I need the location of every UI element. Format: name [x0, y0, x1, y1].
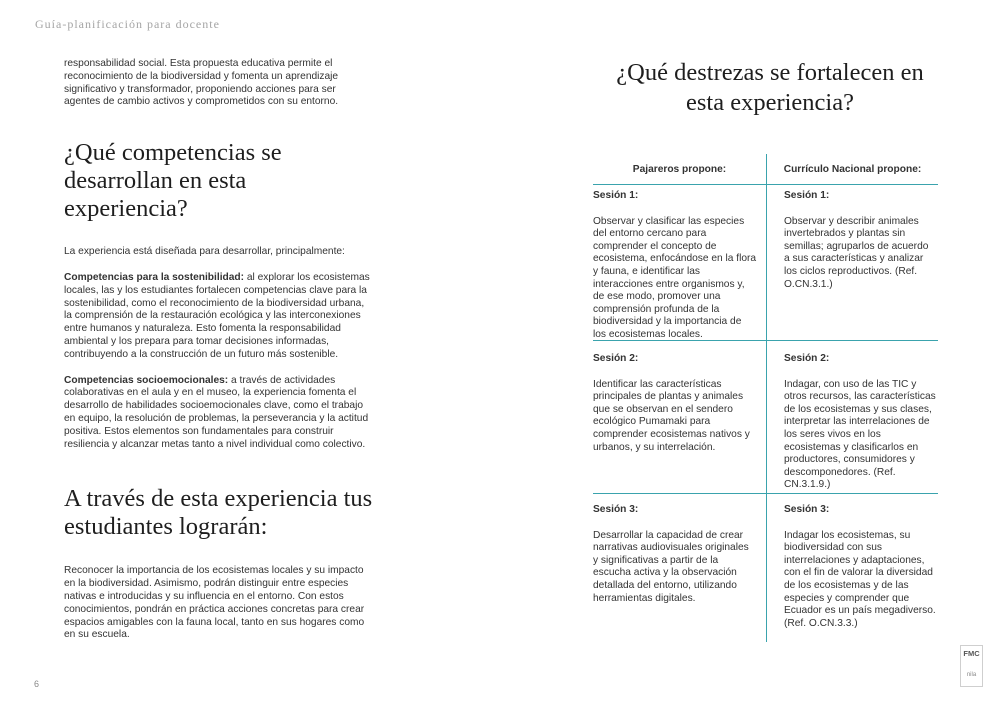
col-header-curriculo: Currículo Nacional propone:: [783, 164, 922, 175]
cell-text: Desarrollar la capacidad de crear narrativas audiovisuales originales y significativas a partir de la escucha activa y la observación detallada del entorno, utilizando herramientas digitales.: [593, 529, 749, 604]
fmc-logo: [960, 645, 983, 687]
cell-pajareros-session-2: [593, 353, 753, 454]
cell-text: Identificar las características principales de plantas y animales que se observan en el sendero ecológico Pumamaki para comprender ecosistemas nativos y urbanos, y su interrelación.: [593, 378, 750, 453]
logros-heading: A través de esta experiencia tus estudiantes lograrán:: [64, 485, 373, 541]
cell-text: Indagar los ecosistemas, su biodiversidad con sus interrelaciones y adaptaciones, con el fin de valorar la diversidad de los ecosistemas y de las especies y comprender que Ecuador es un país megadiverso. (Ref. O.CN.3.3.): [784, 529, 936, 629]
sostenibilidad-label: Competencias para la sostenibilidad:: [64, 271, 245, 283]
session-label: Sesión 3:: [593, 504, 639, 515]
cell-curriculo-session-2: [784, 353, 936, 492]
cell-text: Indagar, con uso de las TIC y otros recursos, las características de los ecosistemas y sus clases, interpretar las interrelaciones de los seres vivos en los ecosistemas y clasificarlos en productores, consumidores y descomponedores. (Ref. CN.3.1.9.): [784, 378, 936, 491]
intro-paragraph: responsabilidad social. Esta propuesta educativa permite el reconocimiento de la biodiversidad y fomenta un aprendizaje significativo y transformador, proponiendo acciones para ser agentes de cambio activos y comprometidos con su entorno.: [64, 58, 339, 108]
destrezas-heading: ¿Qué destrezas se fortalecen en esta experiencia?: [616, 59, 924, 116]
socioemocionales-paragraph: [64, 375, 374, 452]
logo-subtext: nila: [966, 672, 977, 678]
cell-text: Observar y clasificar las especies del entorno cercano para comprender el concepto de ecosistema, enfocándose en la flora y fauna, e identificar las interacciones entre organismos y, de ese modo, promover una comprensión profunda de la biodiversidad y la importancia de los ecosistemas locales.: [593, 215, 757, 340]
left-column: [64, 58, 374, 642]
destrezas-table: [593, 154, 938, 642]
logo-text: FMC: [963, 649, 980, 658]
session-label: Sesión 3:: [784, 504, 830, 515]
col-header-pajareros: Pajareros propone:: [632, 164, 727, 175]
socioemocionales-label: Competencias socioemocionales:: [64, 374, 229, 386]
cell-curriculo-session-3: [784, 504, 936, 630]
cell-text: Observar y describir animales invertebrados y plantas sin semillas; agruparlos de acuerdo a sus características y analizar los ciclos reproductivos. (Ref. O.CN.3.1.): [784, 215, 929, 290]
cell-curriculo-session-1: [784, 190, 936, 291]
running-head: Guía-planificación para docente: [35, 17, 220, 31]
header-rule: [593, 184, 938, 185]
row-rule-2: [593, 493, 938, 494]
competencias-lead: La experiencia está diseñada para desarrollar, principalmente:: [64, 246, 345, 258]
column-divider: [766, 154, 767, 642]
competencias-heading: ¿Qué competencias se desarrollan en esta experiencia?: [64, 139, 282, 223]
sostenibilidad-text: al explorar los ecosistemas locales, las y los estudiantes fortalecen competencias clave para la sostenibilidad, como el reconocimiento de la biodiversidad urbana, la comprensión de la restauración ecológica y las interconexiones entre humanos y naturaleza. Esto fomenta la responsabilidad ambiental y los prepara para tomar decisiones informadas, contribuyendo a la construcción de un futuro más sostenible.: [64, 271, 370, 360]
page-number: 6: [34, 679, 40, 689]
session-label: Sesión 1:: [593, 190, 639, 201]
cell-pajareros-session-1: [593, 190, 757, 342]
sostenibilidad-paragraph: [64, 272, 374, 362]
socioemocionales-text: a través de actividades colaborativas en el aula y en el museo, la experiencia fomenta el desarrollo de habilidades socioemocionales clave, como el trabajo en equipo, la resolución de problemas, la perseverancia y la actitud positiva. Estos elementos son fundamentales para construir resiliencia y alcanzar metas tanto a nivel individual como colectivo.: [64, 374, 369, 450]
session-label: Sesión 1:: [784, 190, 830, 201]
logros-paragraph: Reconocer la importancia de los ecosistemas locales y su impacto en la biodiversidad. Asimismo, podrán distinguir entre especies nativas e introducidas y su influencia en el entorno. Con estos conocimientos, pondrán en práctica acciones concretas para crear espacios amigables con la fauna local, tanto en sus hogares como en su escuela.: [64, 565, 365, 641]
session-label: Sesión 2:: [784, 353, 830, 364]
session-label: Sesión 2:: [593, 353, 639, 364]
cell-pajareros-session-3: [593, 504, 753, 605]
